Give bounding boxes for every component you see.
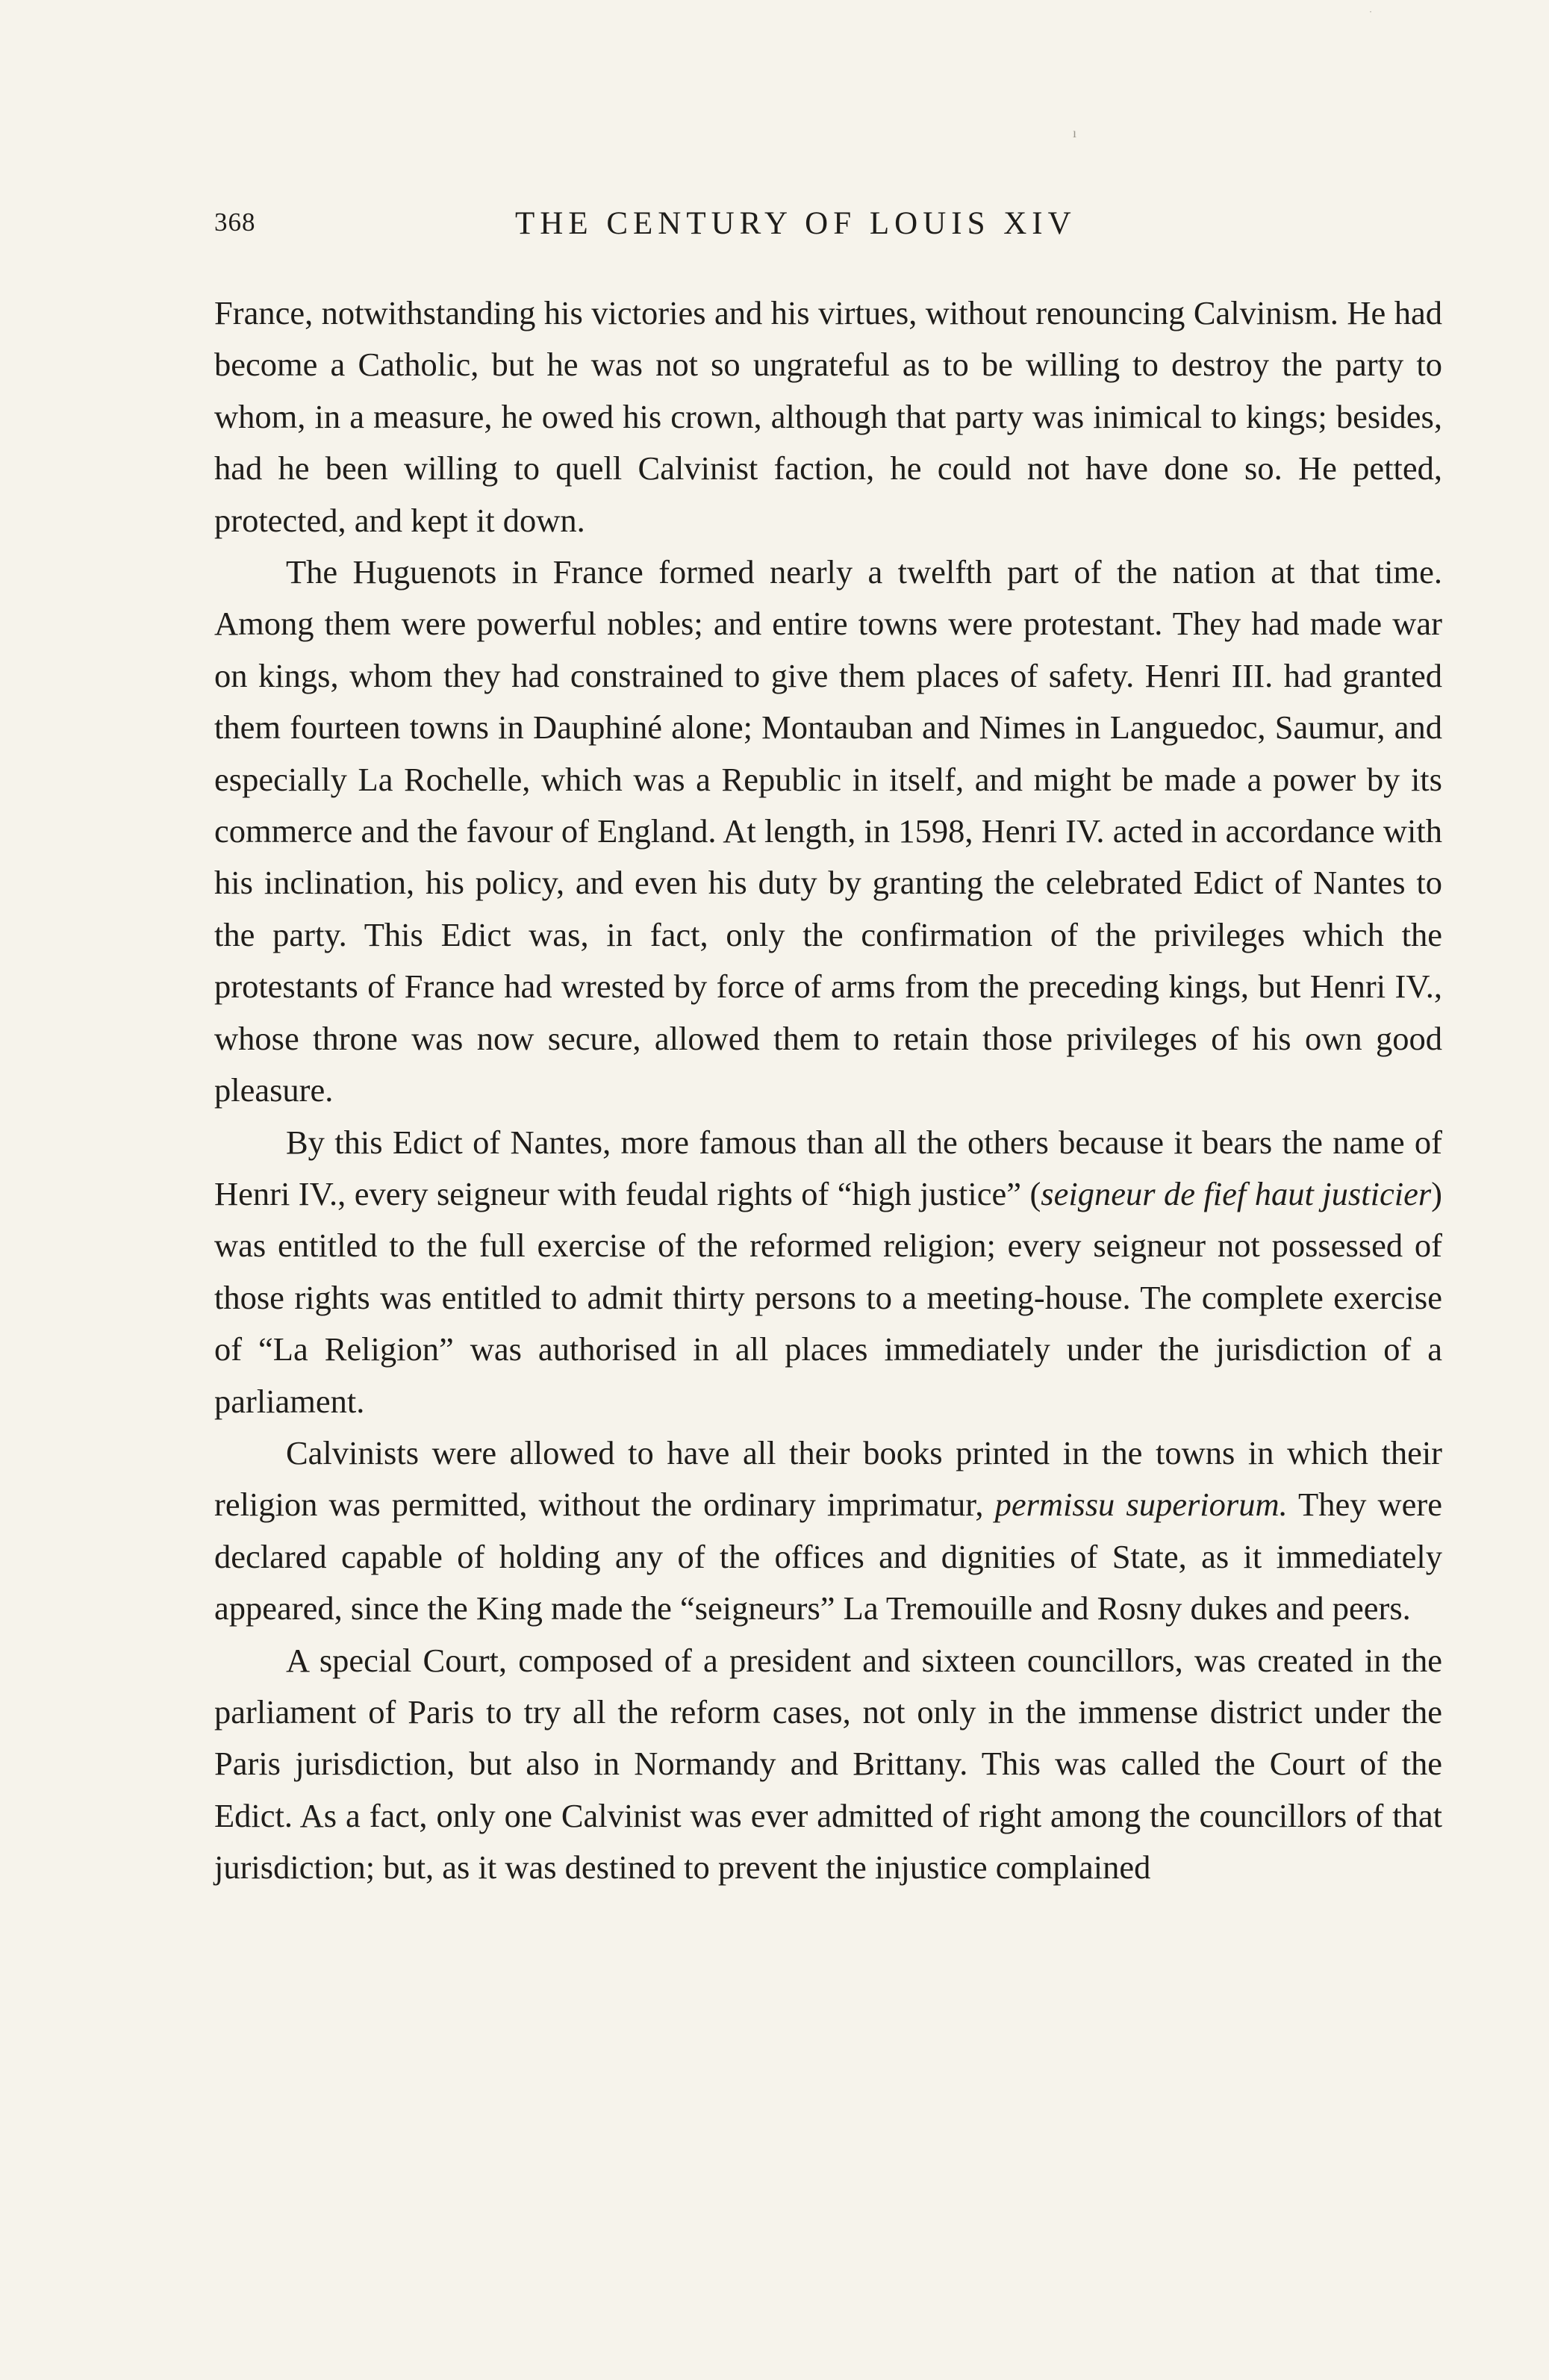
- paragraph-text: By this Edict of Nantes, more famous than all the others because it bears the name of Henri IV., every seigneur with feudal rights of “high justice” (: [214, 1123, 1442, 1212]
- paragraph: [214, 1117, 1442, 1427]
- paragraph: [214, 546, 1442, 1116]
- paragraph-text: Calvinists were allowed to have all their books printed in the towns in which their religion was permitted, without the ordinary imprimatur,: [214, 1433, 1442, 1524]
- italic-phrase: permissu superiorum.: [994, 1486, 1288, 1524]
- paragraph-text: ) was entitled to the full exercise of the reformed religion; every seigneur not possessed of those rights was entitled to admit thirty persons to a meeting-house. The complete exercise of “La Religion” was authorised in all places immediately under the jurisdiction of a parliament.: [214, 1174, 1442, 1420]
- paragraph-text: A special Court, composed of a president and sixteen councillors, was created in the parliament of Paris to try all the reform cases, not only in the immense district under the Paris jurisdiction, but also in Normandy and Brittany. This was called the Court of the Edict. As a fact, only one Calvinist was ever admitted of right among the councillors of that jurisdiction; but, as it was destined to prevent the injustice complained: [214, 1641, 1442, 1887]
- paragraph-text: France, notwithstanding his victories and his virtues, without renouncing Calvinism. He had become a Catholic, but he was not so ungrateful as to be willing to destroy the party to whom, in a measure, he owed his crown, although that party was inimical to kings; besides, had he been willing to quell Calvinist faction, he could not have done so. He petted, protected, and kept it down.: [214, 294, 1442, 539]
- paragraph: [214, 1427, 1442, 1635]
- body-text: [214, 287, 1442, 1894]
- italic-phrase: seigneur de fief haut justicier: [1041, 1174, 1432, 1212]
- print-mark: ı: [1073, 125, 1077, 140]
- page-number: 368: [214, 208, 256, 237]
- paragraph-text: The Huguenots in France formed nearly a twelfth part of the nation at that time. Among them were powerful nobles; and entire towns were protestant. They had made war on kings, whom they had constrained to give them places of safety. Henri III. had granted them fourteen towns in Dauphiné alone; Montauban and Nimes in Languedoc, Saumur, and especially La Rochelle, which was a Republic in itself, and might be made a power by its commerce and the favour of England. At length, in 1598, Henri IV. acted in accordance with his inclination, his policy, and even his duty by granting the celebrated Edict of Nantes to the party. This Edict was, in fact, only the confirmation of the privileges which the protestants of France had wrested by force of arms from the preceding kings, but Henri IV., whose throne was now secure, allowed them to retain those privileges of his own good pleasure.: [214, 553, 1442, 1109]
- running-title: THE CENTURY OF LOUIS XIV: [515, 206, 1076, 241]
- paragraph: [214, 1635, 1442, 1894]
- paragraph: [214, 287, 1442, 546]
- paragraph-text: They were declared capable of holding any of the offices and dignities of State, as it immediately appeared, since the King made the “seigneurs” La Tremouille and Rosny dukes and peers.: [214, 1486, 1442, 1627]
